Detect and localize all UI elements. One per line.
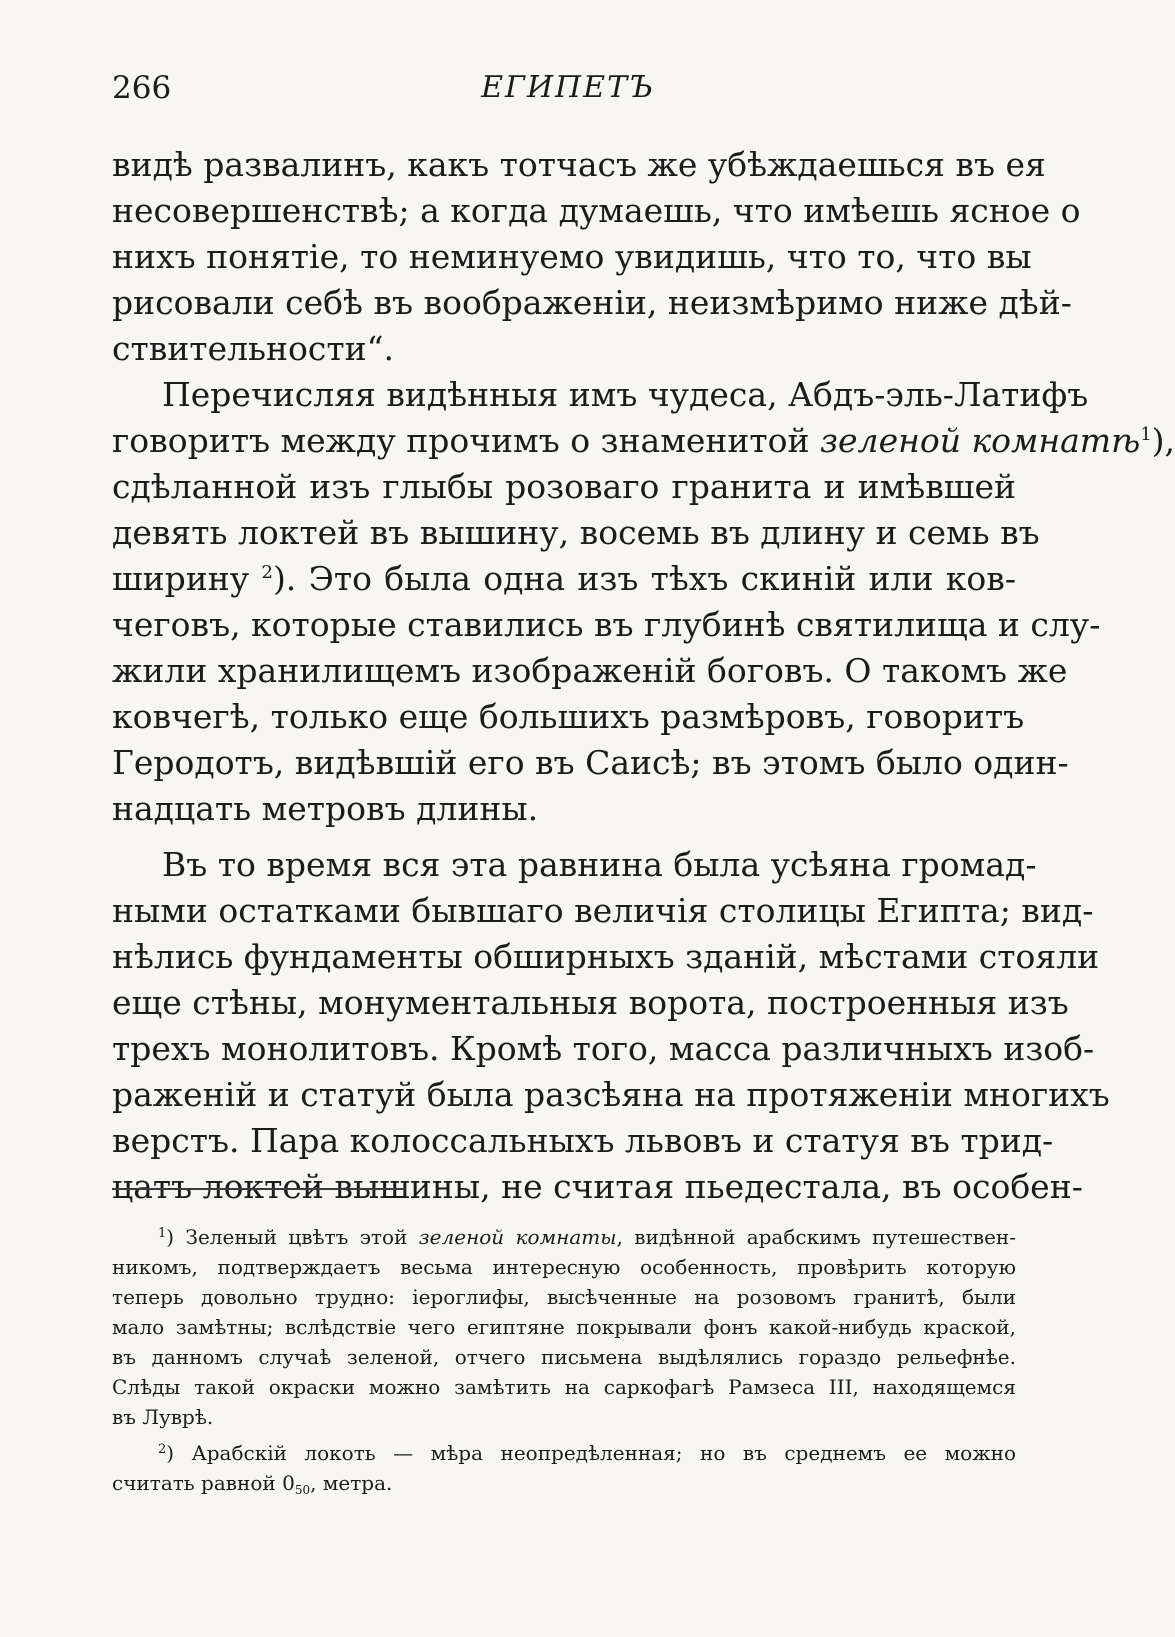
footnote-line: Слѣды такой окраски можно замѣтить на саркофагѣ Рамзеса III, находящемся: [112, 1375, 1016, 1399]
text-line: сдѣланной изъ глыбы розоваго гранита и имѣвшей: [112, 467, 1016, 506]
text-line: [112, 418, 1175, 464]
text-segment: ) Зеленый цвѣтъ этой: [166, 1225, 419, 1249]
text-line: девять локтей въ вышину, восемь въ длину и семь въ: [112, 513, 1040, 552]
footnote-line: въ данномъ случаѣ зеленой, отчего письмена выдѣлялись гораздо рельефнѣе.: [112, 1345, 1016, 1369]
footnote-line: [112, 1222, 1016, 1252]
footnote-line: [112, 1438, 1016, 1468]
text-segment: ) Арабскій локоть — мѣра неопредѣленная; но въ среднемъ ее можно: [166, 1441, 1016, 1465]
text-line: ковчегѣ, только еще большихъ размѣровъ, говоритъ: [112, 697, 1025, 736]
footnote-line: въ Луврѣ.: [112, 1405, 214, 1429]
footnote-divider: [112, 1188, 406, 1190]
text-line: надцать метровъ длины.: [112, 789, 539, 828]
text-line: Перечисляя видѣнныя имъ чудеса, Абдъ-эль-Латифъ: [162, 375, 1089, 414]
text-line: Въ то время вся эта равнина была усѣяна громад-: [162, 845, 1037, 884]
text-line: чеговъ, которые ставились въ глубинѣ святилища и слу-: [112, 605, 1101, 644]
page-number: 266: [112, 70, 172, 106]
text-line: ствительности“.: [112, 329, 394, 368]
text-segment: ),: [1151, 421, 1175, 460]
text-line: жили хранилищемъ изображеній боговъ. О такомъ же: [112, 651, 1068, 690]
text-segment: ). Это была одна изъ тѣхъ скиній или ков-: [272, 559, 1016, 598]
footnote-line: [112, 1468, 1016, 1498]
page-header: [112, 70, 1024, 110]
text-line: видѣ развалинъ, какъ тотчасъ же убѣждаешься въ ея: [112, 145, 1046, 184]
footnote-ref-1: 1: [1140, 424, 1152, 445]
subscript-digits: 50: [294, 1483, 311, 1497]
text-line: ными остатками бывшаго величія столицы Египта; вид-: [112, 891, 1094, 930]
italic-term: зеленой комнаты: [418, 1225, 617, 1249]
text-line: несовершенствѣ; а когда думаешь, что имѣешь ясное о: [112, 191, 1081, 230]
italic-term: зеленой комнатѣ: [820, 421, 1141, 460]
text-segment: , видѣнной арабскимъ путешествен-: [616, 1225, 1016, 1249]
text-line: нихъ понятіе, то неминуемо увидишь, что то, что вы: [112, 237, 1032, 276]
footnote-line: никомъ, подтверждаетъ весьма интересную особенность, провѣрить которую: [112, 1255, 1016, 1279]
text-line: верстъ. Пара колоссальныхъ львовъ и статуя въ трид-: [112, 1121, 1054, 1160]
text-segment: говоритъ между прочимъ о знаменитой: [112, 421, 821, 460]
footnote-line: мало замѣтны; вслѣдствіе чего египтяне покрывали фонъ какой-нибудь краской,: [112, 1315, 1016, 1339]
text-segment: , метра.: [310, 1471, 393, 1495]
text-line: [112, 556, 1016, 602]
footnote-line: теперь довольно трудно: іероглифы, высѣченные на розовомъ гранитѣ, были: [112, 1285, 1016, 1309]
text-line: нѣлись фундаменты обширныхъ зданій, мѣстами стояли: [112, 937, 1100, 976]
running-title: ЕГИПЕТЪ: [481, 70, 655, 105]
text-line: рисовали себѣ въ воображеніи, неизмѣримо ниже дѣй-: [112, 283, 1072, 322]
text-line: Геродотъ, видѣвшій его въ Саисѣ; въ этомъ было один-: [112, 743, 1069, 782]
text-segment: ширину: [112, 559, 262, 598]
text-line: еще стѣны, монументальныя ворота, построенныя изъ: [112, 983, 1069, 1022]
text-segment: считать равной 0: [112, 1471, 295, 1495]
footnote-ref-2: 2: [261, 562, 273, 583]
footnote-marker-1: 1: [158, 1226, 167, 1241]
text-line: трехъ монолитовъ. Кромѣ того, масса различныхъ изоб-: [112, 1029, 1095, 1068]
footnotes: [112, 1222, 1016, 1498]
text-line: цатъ локтей вышины, не считая пьедестала, въ особен-: [112, 1167, 1083, 1206]
text-line: раженій и статуй была разсѣяна на протяженіи многихъ: [112, 1075, 1110, 1114]
footnote-marker-2: 2: [158, 1442, 167, 1457]
main-text: [112, 142, 1175, 1210]
